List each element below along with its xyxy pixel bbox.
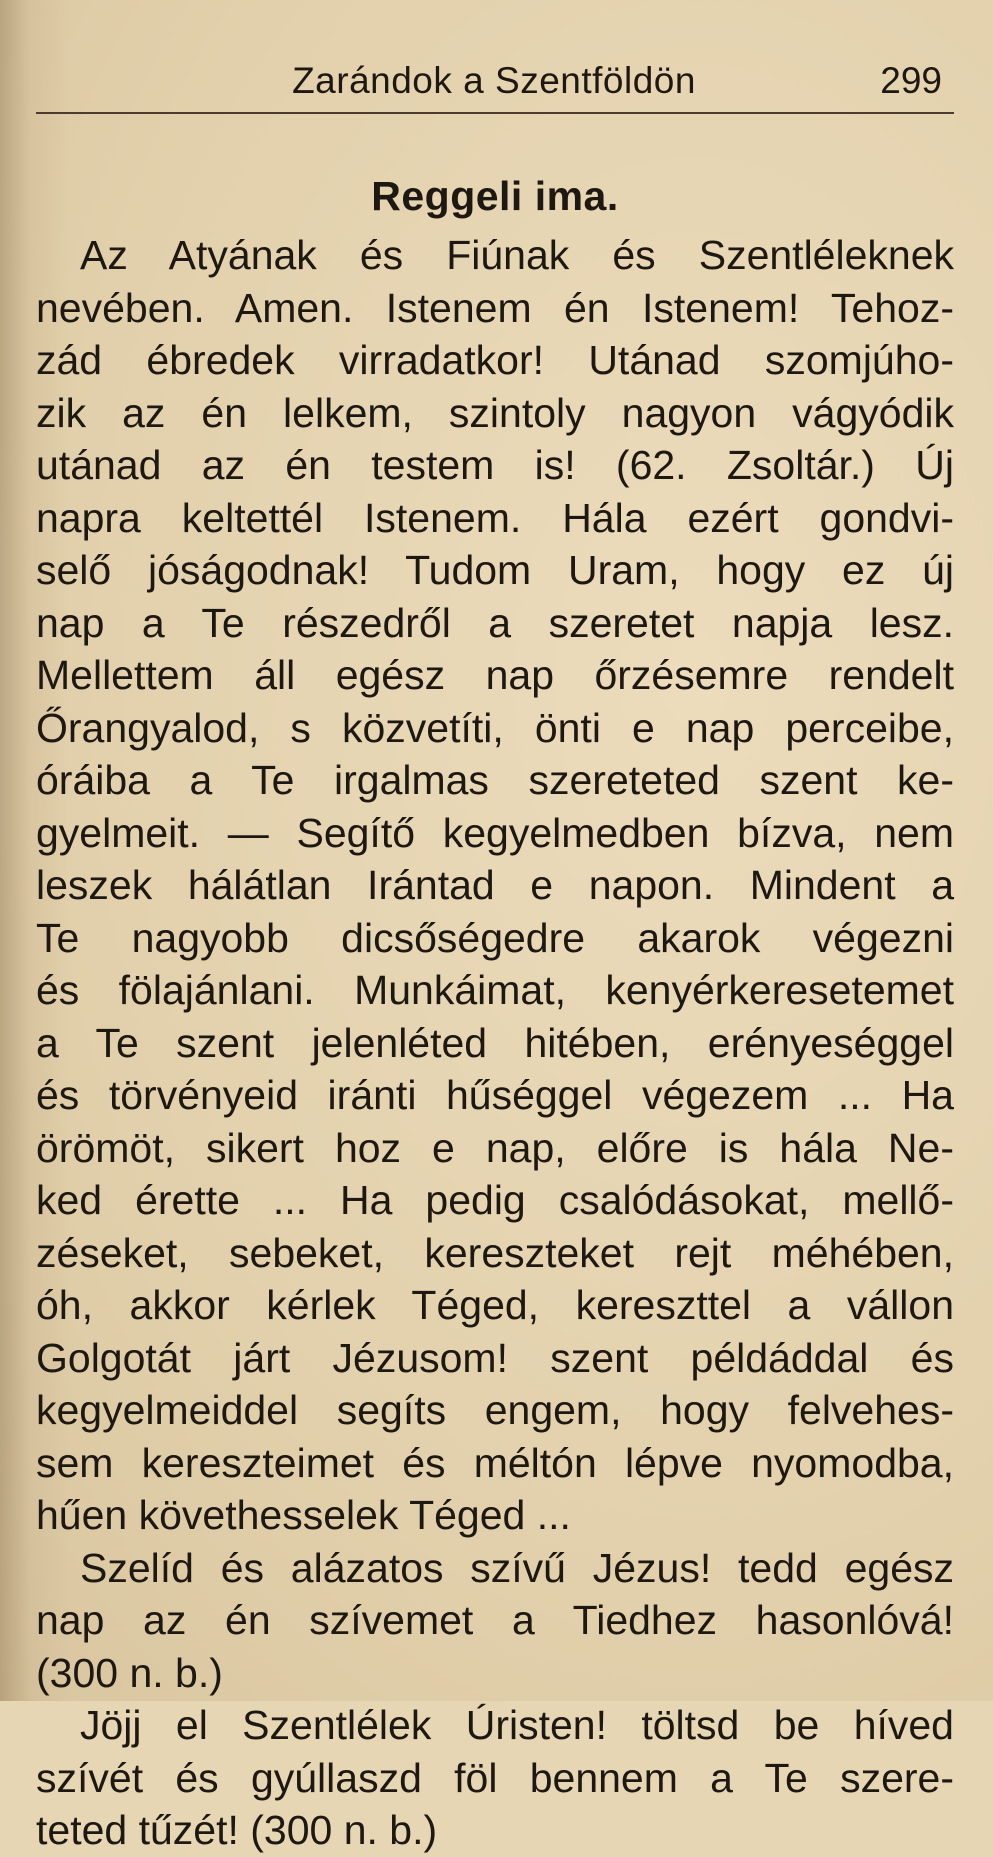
text-line: nap az én szívemet a Tiedhez hasonlóvá!	[36, 1597, 954, 1643]
text-line: leszek hálátlan Irántad e napon. Mindent a	[36, 862, 954, 908]
text-line: teted tűzét! (300 n. b.)	[36, 1807, 438, 1853]
text-line: sem kereszteimet és méltón lépve nyomodba,	[36, 1439, 954, 1486]
text-line: Az Atyának és Fiúnak és Szentléleknek	[80, 232, 954, 278]
text-line: zád ébredek virradatkor! Utánad szomjúho-	[36, 337, 954, 383]
text-line: Golgotát járt Jézusom! szent példáddal és	[36, 1334, 954, 1381]
text-line: Jöjj el Szentlélek Úristen! töltsd be híved	[80, 1702, 954, 1748]
text-line: kegyelmeiddel segíts engem, hogy felvehes-	[36, 1387, 954, 1433]
text-line: ked érette ... Ha pedig csalódásokat, mellő-	[36, 1177, 954, 1223]
section-heading: Reggeli ima.	[371, 173, 619, 219]
text-line: óráiba a Te irgalmas szereteted szent ke-	[36, 757, 954, 803]
running-header	[36, 56, 952, 106]
prayer-text	[36, 229, 954, 1857]
text-line: óh, akkor kérlek Téged, kereszttel a vállon	[36, 1282, 954, 1328]
text-line: a Te szent jelenléted hitében, erényeséggel	[36, 1019, 954, 1066]
text-line: és törvényeid iránti hűséggel végezem ... Ha	[36, 1072, 954, 1118]
text-line: zéseket, sebeket, kereszteket rejt méhében,	[36, 1229, 954, 1276]
text-line: szívét és gyúllaszd föl bennem a Te szere-	[36, 1754, 954, 1801]
text-line: zik az én lelkem, szintoly nagyon vágyódik	[36, 389, 954, 436]
text-line: selő jóságodnak! Tudom Uram, hogy ez új	[36, 547, 954, 593]
text-line: Szelíd és alázatos szívű Jézus! tedd egész	[80, 1544, 954, 1591]
text-line: (300 n. b.)	[36, 1649, 223, 1696]
text-line: nap a Te részedről a szeretet napja lesz.	[36, 599, 954, 646]
text-line: Mellettem áll egész nap őrzésemre rendelt	[36, 652, 954, 698]
text-line: nevében. Amen. Istenem én Istenem! Tehoz-	[36, 284, 954, 331]
running-title: Zarándok a Szentföldön	[292, 60, 696, 101]
text-line: utánad az én testem is! (62. Zsoltár.) Új	[36, 442, 954, 488]
text-line: hűen követhesselek Téged ...	[36, 1492, 571, 1538]
text-line: és fölajánlani. Munkáimat, kenyérkeresetemet	[36, 967, 954, 1013]
header-rule	[36, 112, 954, 114]
text-line: Őrangyalod, s közvetíti, önti e nap perceibe,	[36, 704, 954, 751]
text-line: napra keltettél Istenem. Hála ezért gondvi-	[36, 494, 954, 541]
text-line: örömöt, sikert hoz e nap, előre is hála Ne-	[36, 1124, 954, 1171]
text-line: Te nagyobb dicsőségedre akarok végezni	[36, 914, 954, 961]
page-number: 299	[880, 60, 942, 101]
text-line: gyelmeit. — Segítő kegyelmedben bízva, nem	[36, 809, 954, 856]
